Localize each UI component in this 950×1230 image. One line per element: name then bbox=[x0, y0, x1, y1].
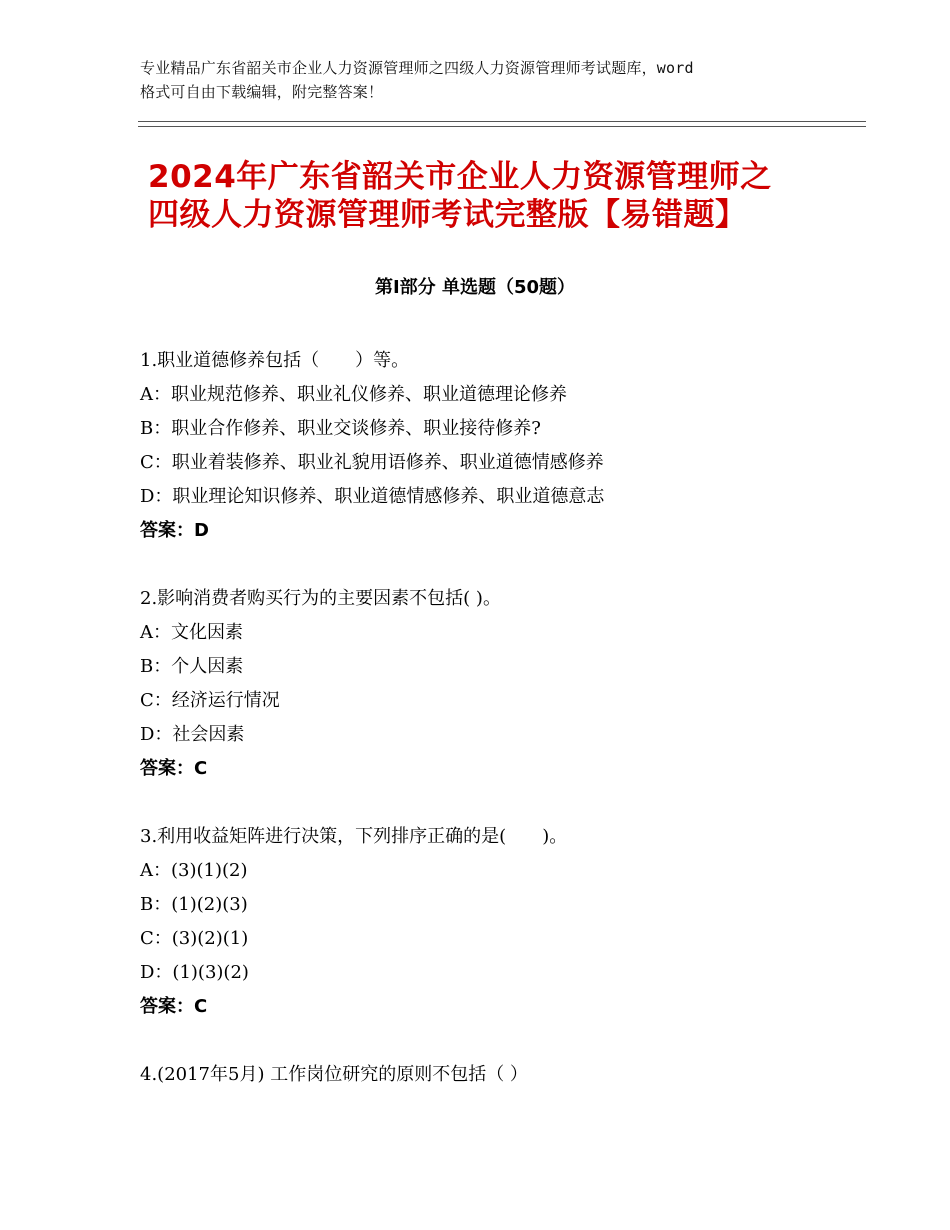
header-note bbox=[140, 56, 830, 104]
option-b: B：个人因素 bbox=[140, 656, 244, 677]
question-item bbox=[140, 344, 840, 548]
option-a: A：(3)(1)(2) bbox=[140, 860, 248, 881]
option-c: C：经济运行情况 bbox=[140, 690, 280, 711]
option-d: D：社会因素 bbox=[140, 724, 245, 745]
option-c: C：(3)(2)(1) bbox=[140, 928, 249, 949]
option-d: D：职业理论知识修养、职业道德情感修养、职业道德意志 bbox=[140, 486, 605, 507]
answer-text: 答案：D bbox=[140, 520, 209, 541]
question-item bbox=[140, 1058, 840, 1092]
question-stem: 2.影响消费者购买行为的主要因素不包括( )。 bbox=[140, 588, 501, 609]
option-c: C：职业着装修养、职业礼貌用语修养、职业道德情感修养 bbox=[140, 452, 604, 473]
question-item bbox=[140, 582, 840, 786]
question-stem: 3.利用收益矩阵进行决策，下列排序正确的是( )。 bbox=[140, 826, 568, 847]
document-title bbox=[148, 158, 838, 234]
document-title-line-2: 四级人力资源管理师考试完整版【易错题】 bbox=[148, 197, 747, 233]
question-stem: 1.职业道德修养包括（ ）等。 bbox=[140, 350, 410, 371]
header-divider-top bbox=[138, 121, 866, 122]
header-note-line-2: 格式可自由下载编辑，附完整答案！ bbox=[140, 83, 384, 101]
question-item bbox=[140, 820, 840, 1024]
option-d: D：(1)(3)(2) bbox=[140, 962, 249, 983]
answer-text: 答案：C bbox=[140, 758, 208, 779]
option-b: B：职业合作修养、职业交谈修养、职业接待修养? bbox=[140, 418, 541, 439]
header-note-line-1: 专业精品广东省韶关市企业人力资源管理师之四级人力资源管理师考试题库，word bbox=[140, 59, 694, 77]
option-b: B：(1)(2)(3) bbox=[140, 894, 248, 915]
answer-text: 答案：C bbox=[140, 996, 208, 1017]
header-divider-bottom bbox=[138, 126, 866, 127]
question-list bbox=[140, 344, 840, 1126]
option-a: A：文化因素 bbox=[140, 622, 243, 643]
document-title-line-1: 2024年广东省韶关市企业人力资源管理师之 bbox=[148, 159, 772, 195]
option-a: A：职业规范修养、职业礼仪修养、职业道德理论修养 bbox=[140, 384, 567, 405]
section-title: 第Ⅰ部分 单选题（50题） bbox=[374, 277, 575, 298]
question-stem: 4.(2017年5月) 工作岗位研究的原则不包括（ ） bbox=[140, 1064, 528, 1085]
